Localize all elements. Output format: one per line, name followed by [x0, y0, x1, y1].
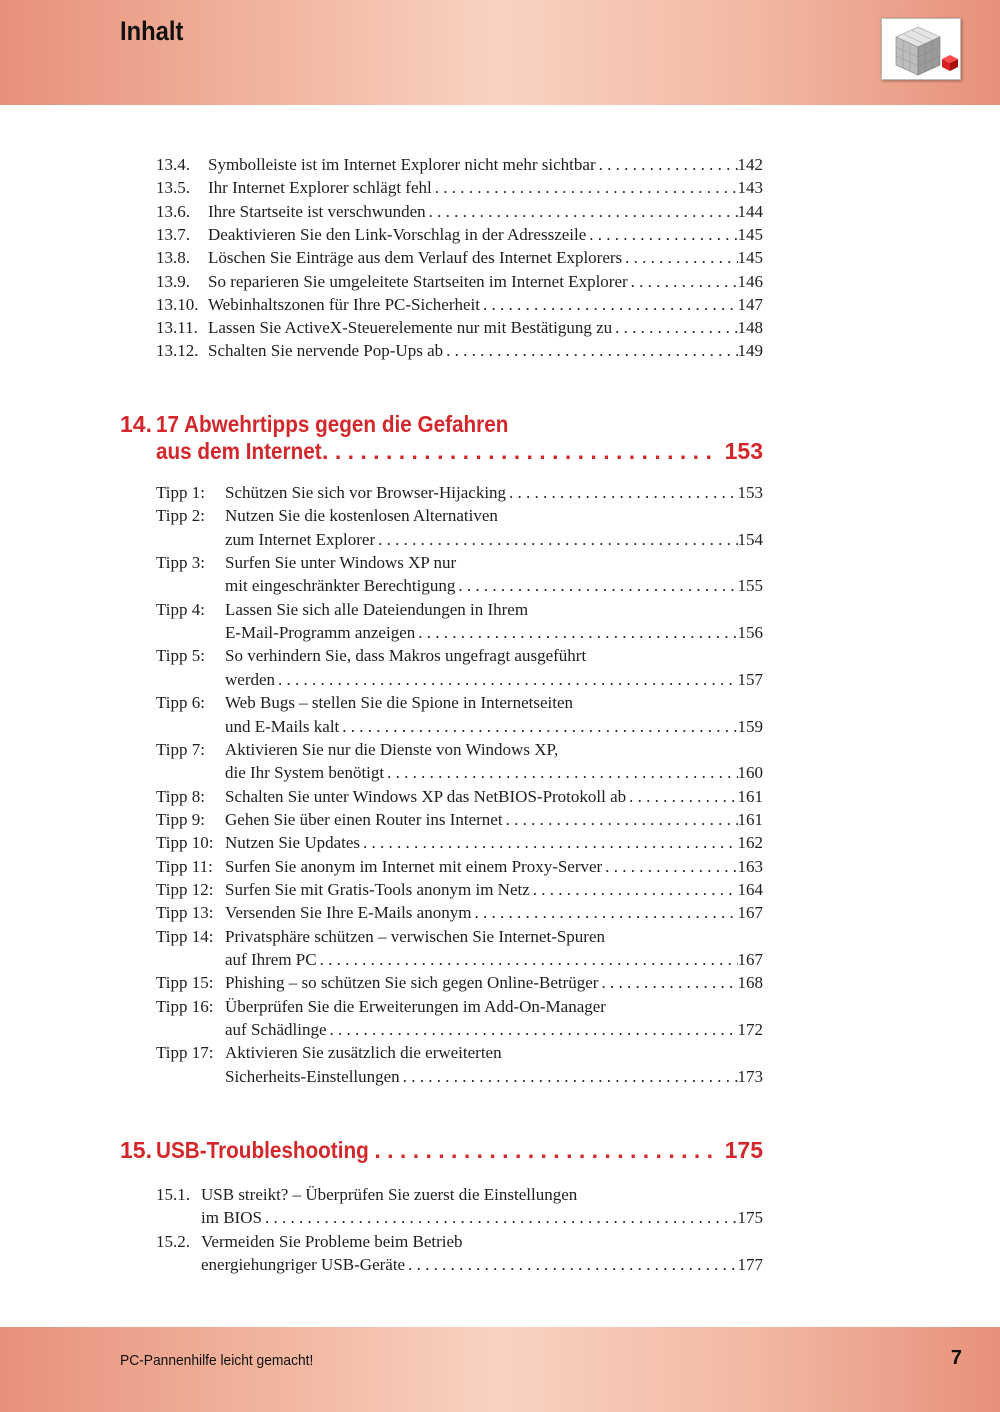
entry-number: Tipp 7: [156, 739, 205, 759]
leader-dots [455, 575, 737, 597]
entry-page: 160 [737, 763, 763, 783]
entry-page: 154 [737, 529, 763, 549]
toc-entry[interactable] [156, 996, 763, 1018]
entry-title: und E-Mails kalt [225, 716, 340, 736]
page-number: 7 [950, 1347, 962, 1369]
leader-dots [471, 902, 737, 924]
entry-page: 149 [737, 341, 763, 361]
entry-title: Aktivieren Sie zusätzlich die erweiterten [225, 1043, 502, 1063]
entry-page: 162 [737, 833, 763, 853]
entry-number: 13.12. [156, 341, 199, 361]
entry-page: 146 [737, 271, 763, 291]
leader-dots [415, 622, 737, 644]
toc-entry[interactable] [156, 1184, 763, 1206]
page-title: Inhalt [120, 16, 184, 46]
toc-entry[interactable] [156, 692, 763, 714]
entry-page: 143 [737, 178, 763, 198]
leader-dots [586, 224, 737, 246]
entry-page: 164 [737, 879, 763, 899]
leader-dots [317, 949, 738, 971]
entry-title: Surfen Sie unter Windows XP nur [225, 553, 457, 573]
page-footer [0, 1327, 1000, 1412]
leader-dots [480, 294, 738, 316]
toc-entry[interactable] [156, 482, 763, 504]
entry-page: 168 [737, 973, 763, 993]
toc-entry[interactable] [156, 879, 763, 901]
entry-number: Tipp 10: [156, 833, 214, 853]
entry-page: 145 [737, 224, 763, 244]
chapter-title-line1: 17 Abwehrtipps gegen die Gefahren [156, 411, 509, 437]
entry-title: Schützen Sie sich vor Browser-Hijacking [225, 483, 507, 502]
entry-title: Aktivieren Sie nur die Dienste von Windows XP, [225, 739, 559, 759]
entry-page: 167 [737, 903, 763, 923]
entry-page: 161 [737, 786, 763, 806]
entry-number: 13.11. [156, 318, 198, 338]
chapter-page: 153 [724, 438, 763, 464]
entry-number: Tipp 17: [156, 1043, 214, 1063]
chapter-title: USB-Troubleshooting [156, 1137, 369, 1163]
entry-title: mit eingeschränkter Berechtigung [225, 576, 456, 596]
entry-page: 167 [737, 950, 763, 969]
toc-entry-continuation[interactable] [156, 575, 763, 597]
toc-entry-continuation[interactable] [156, 1207, 763, 1229]
entry-title: Surfen Sie mit Gratis-Tools anonym im Netz [225, 879, 530, 899]
entry-page: 145 [737, 248, 763, 268]
cube-logo-icon [881, 18, 961, 80]
entry-title: Versenden Sie Ihre E-Mails anonym [225, 903, 472, 923]
toc-entry[interactable] [156, 177, 763, 199]
leader-dots [400, 1066, 738, 1088]
leader-dots [602, 856, 737, 878]
entry-title: Deaktivieren Sie den Link-Vorschlag in der Adresszeile [208, 224, 587, 244]
leader-dots [443, 340, 737, 362]
entry-title: Gehen Sie über einen Router ins Internet [225, 809, 503, 829]
leader-dots [598, 972, 737, 994]
toc-entry-continuation[interactable] [156, 716, 763, 738]
toc-entry[interactable] [156, 505, 763, 527]
leader-dots [262, 1207, 738, 1229]
toc-entry[interactable] [156, 739, 763, 761]
entry-title: Schalten Sie unter Windows XP das NetBIOS-Protokoll ab [225, 786, 627, 806]
toc-entry-continuation[interactable] [156, 1066, 763, 1088]
entry-title: werden [225, 669, 276, 689]
entry-title: Schalten Sie nervende Pop-Ups ab [208, 341, 444, 361]
entry-page: 155 [737, 576, 763, 596]
entry-number: Tipp 15: [156, 973, 214, 993]
toc-entry[interactable] [156, 294, 763, 316]
entry-number: Tipp 5: [156, 646, 205, 666]
entry-number: 13.4. [156, 155, 190, 174]
entry-page: 144 [737, 201, 763, 221]
toc-entry[interactable] [156, 1042, 763, 1064]
leader-dots [275, 669, 737, 691]
entry-number: 13.6. [156, 201, 190, 221]
entry-title: Löschen Sie Einträge aus dem Verlauf des Internet Explorers [208, 248, 623, 268]
entry-number: Tipp 6: [156, 693, 205, 713]
entry-title: im BIOS [201, 1208, 262, 1228]
entry-number: 13.7. [156, 224, 190, 244]
entry-page: 172 [737, 1020, 763, 1040]
toc-entry[interactable] [156, 809, 763, 831]
entry-title: Symbolleiste ist im Internet Explorer nicht mehr sichtbar [208, 155, 596, 174]
toc-entry-continuation[interactable] [156, 949, 763, 971]
leader-dots [339, 716, 737, 738]
entry-title: Vermeiden Sie Probleme beim Betrieb [201, 1231, 463, 1251]
toc-entry[interactable] [156, 247, 763, 269]
entry-number: 13.10. [156, 294, 199, 314]
toc-entry-continuation[interactable] [156, 529, 763, 551]
toc-entry[interactable] [156, 926, 763, 948]
entry-number: Tipp 16: [156, 996, 214, 1016]
leader-dots [318, 437, 719, 465]
toc-entry[interactable] [156, 786, 763, 808]
entry-number: 13.9. [156, 271, 190, 291]
toc-entry[interactable] [156, 317, 763, 339]
entry-title: So verhindern Sie, dass Makros ungefragt ausgeführt [225, 646, 587, 666]
toc-entry-continuation[interactable] [156, 1019, 763, 1041]
entry-title: zum Internet Explorer [225, 529, 376, 549]
entry-title: E-Mail-Programm anzeigen [225, 623, 416, 643]
entry-title: Ihre Startseite ist verschwunden [208, 201, 426, 221]
toc-entry[interactable] [156, 972, 763, 994]
entry-title: energiehungriger USB-Geräte [201, 1255, 406, 1275]
entry-page: 175 [737, 1208, 763, 1228]
entry-title: So reparieren Sie umgeleitete Startseiten im Internet Explorer [208, 271, 628, 291]
toc-entry[interactable] [156, 271, 763, 293]
entry-number: 15.1. [156, 1185, 190, 1204]
entry-page: 161 [737, 809, 763, 829]
leader-dots [612, 317, 737, 339]
toc-entry[interactable] [156, 552, 763, 574]
entry-title: Web Bugs – stellen Sie die Spione in Internetseiten [225, 693, 574, 713]
entry-number: Tipp 9: [156, 809, 205, 829]
toc-entry-continuation[interactable] [156, 762, 763, 784]
toc-entry-continuation[interactable] [156, 622, 763, 644]
leader-dots [622, 247, 737, 269]
entry-page: 163 [737, 856, 763, 876]
toc-entry-continuation[interactable] [156, 1254, 763, 1276]
entry-page: 173 [737, 1066, 763, 1086]
entry-title: Phishing – so schützen Sie sich gegen Online-Betrüger [225, 973, 599, 993]
entry-title: Lassen Sie sich alle Dateiendungen in Ihrem [225, 599, 529, 619]
entry-title: Ihr Internet Explorer schlägt fehl [208, 178, 432, 198]
entry-number: 15.2. [156, 1231, 190, 1251]
leader-dots [384, 762, 737, 784]
leader-dots [426, 201, 738, 223]
toc-entry[interactable] [156, 201, 763, 223]
entry-title: Nutzen Sie die kostenlosen Alternativen [225, 506, 498, 526]
leader-dots [506, 482, 737, 504]
toc-entry[interactable] [156, 1231, 763, 1253]
entry-number: Tipp 12: [156, 879, 214, 899]
entry-title: Lassen Sie ActiveX-Steuerelemente nur mit Bestätigung zu [208, 318, 613, 338]
toc-entry[interactable] [156, 856, 763, 878]
toc-entry[interactable] [156, 340, 763, 362]
leader-dots [628, 271, 738, 293]
entry-page: 153 [737, 483, 763, 502]
entry-number: Tipp 13: [156, 903, 214, 923]
entry-number: Tipp 1: [156, 483, 205, 502]
leader-dots [503, 809, 738, 831]
entry-number: Tipp 2: [156, 506, 205, 526]
entry-title: Surfen Sie anonym im Internet mit einem Proxy-Server [225, 856, 603, 876]
leader-dots [626, 786, 737, 808]
entry-number: 13.5. [156, 178, 190, 198]
entry-title: Sicherheits-Einstellungen [225, 1066, 400, 1086]
entry-page: 156 [737, 623, 763, 643]
entry-number: Tipp 14: [156, 926, 214, 946]
entry-page: 159 [737, 716, 763, 736]
leader-dots [405, 1254, 737, 1276]
entry-title: die Ihr System benötigt [225, 763, 385, 783]
entry-page: 177 [737, 1255, 763, 1275]
leader-dots [370, 1136, 718, 1164]
entry-title: auf Ihrem PC [225, 950, 317, 969]
entry-page: 157 [737, 669, 763, 689]
entry-page: 142 [737, 155, 763, 174]
entry-number: 13.8. [156, 248, 190, 268]
entry-title: USB streikt? – Überprüfen Sie zuerst die Einstellungen [201, 1185, 578, 1204]
toc-entry[interactable] [156, 902, 763, 924]
entry-number: Tipp 4: [156, 599, 205, 619]
toc-entry[interactable] [156, 832, 763, 854]
chapter-title-line2: aus dem Internet [156, 438, 322, 464]
chapter-page: 175 [724, 1137, 763, 1163]
leader-dots [432, 177, 738, 199]
chapter-number: 14. [120, 411, 152, 437]
entry-number: Tipp 8: [156, 786, 205, 806]
toc-entry[interactable] [156, 599, 763, 621]
chapter-number: 15. [120, 1137, 152, 1163]
leader-dots [360, 832, 737, 854]
toc-entry[interactable] [156, 224, 763, 246]
entry-title: Privatsphäre schützen – verwischen Sie Internet-Spuren [225, 926, 606, 946]
entry-page: 148 [737, 318, 763, 338]
entry-title: auf Schädlinge [225, 1020, 327, 1040]
leader-dots [375, 529, 737, 551]
toc-entry-continuation[interactable] [156, 669, 763, 691]
entry-title: Überprüfen Sie die Erweiterungen im Add-On-Manager [225, 996, 606, 1016]
entry-page: 147 [737, 294, 763, 314]
entry-title: Nutzen Sie Updates [225, 833, 361, 853]
leader-dots [596, 154, 738, 176]
page-header [0, 0, 1000, 105]
leader-dots [530, 879, 738, 901]
entry-number: Tipp 11: [156, 856, 213, 876]
entry-title: Webinhaltszonen für Ihre PC-Sicherheit [208, 294, 480, 314]
leader-dots [327, 1019, 738, 1041]
toc-entry[interactable] [156, 645, 763, 667]
entry-number: Tipp 3: [156, 553, 205, 573]
footer-book-title: PC-Pannenhilfe leicht gemacht! [120, 1352, 314, 1369]
toc-entry[interactable] [156, 154, 763, 176]
